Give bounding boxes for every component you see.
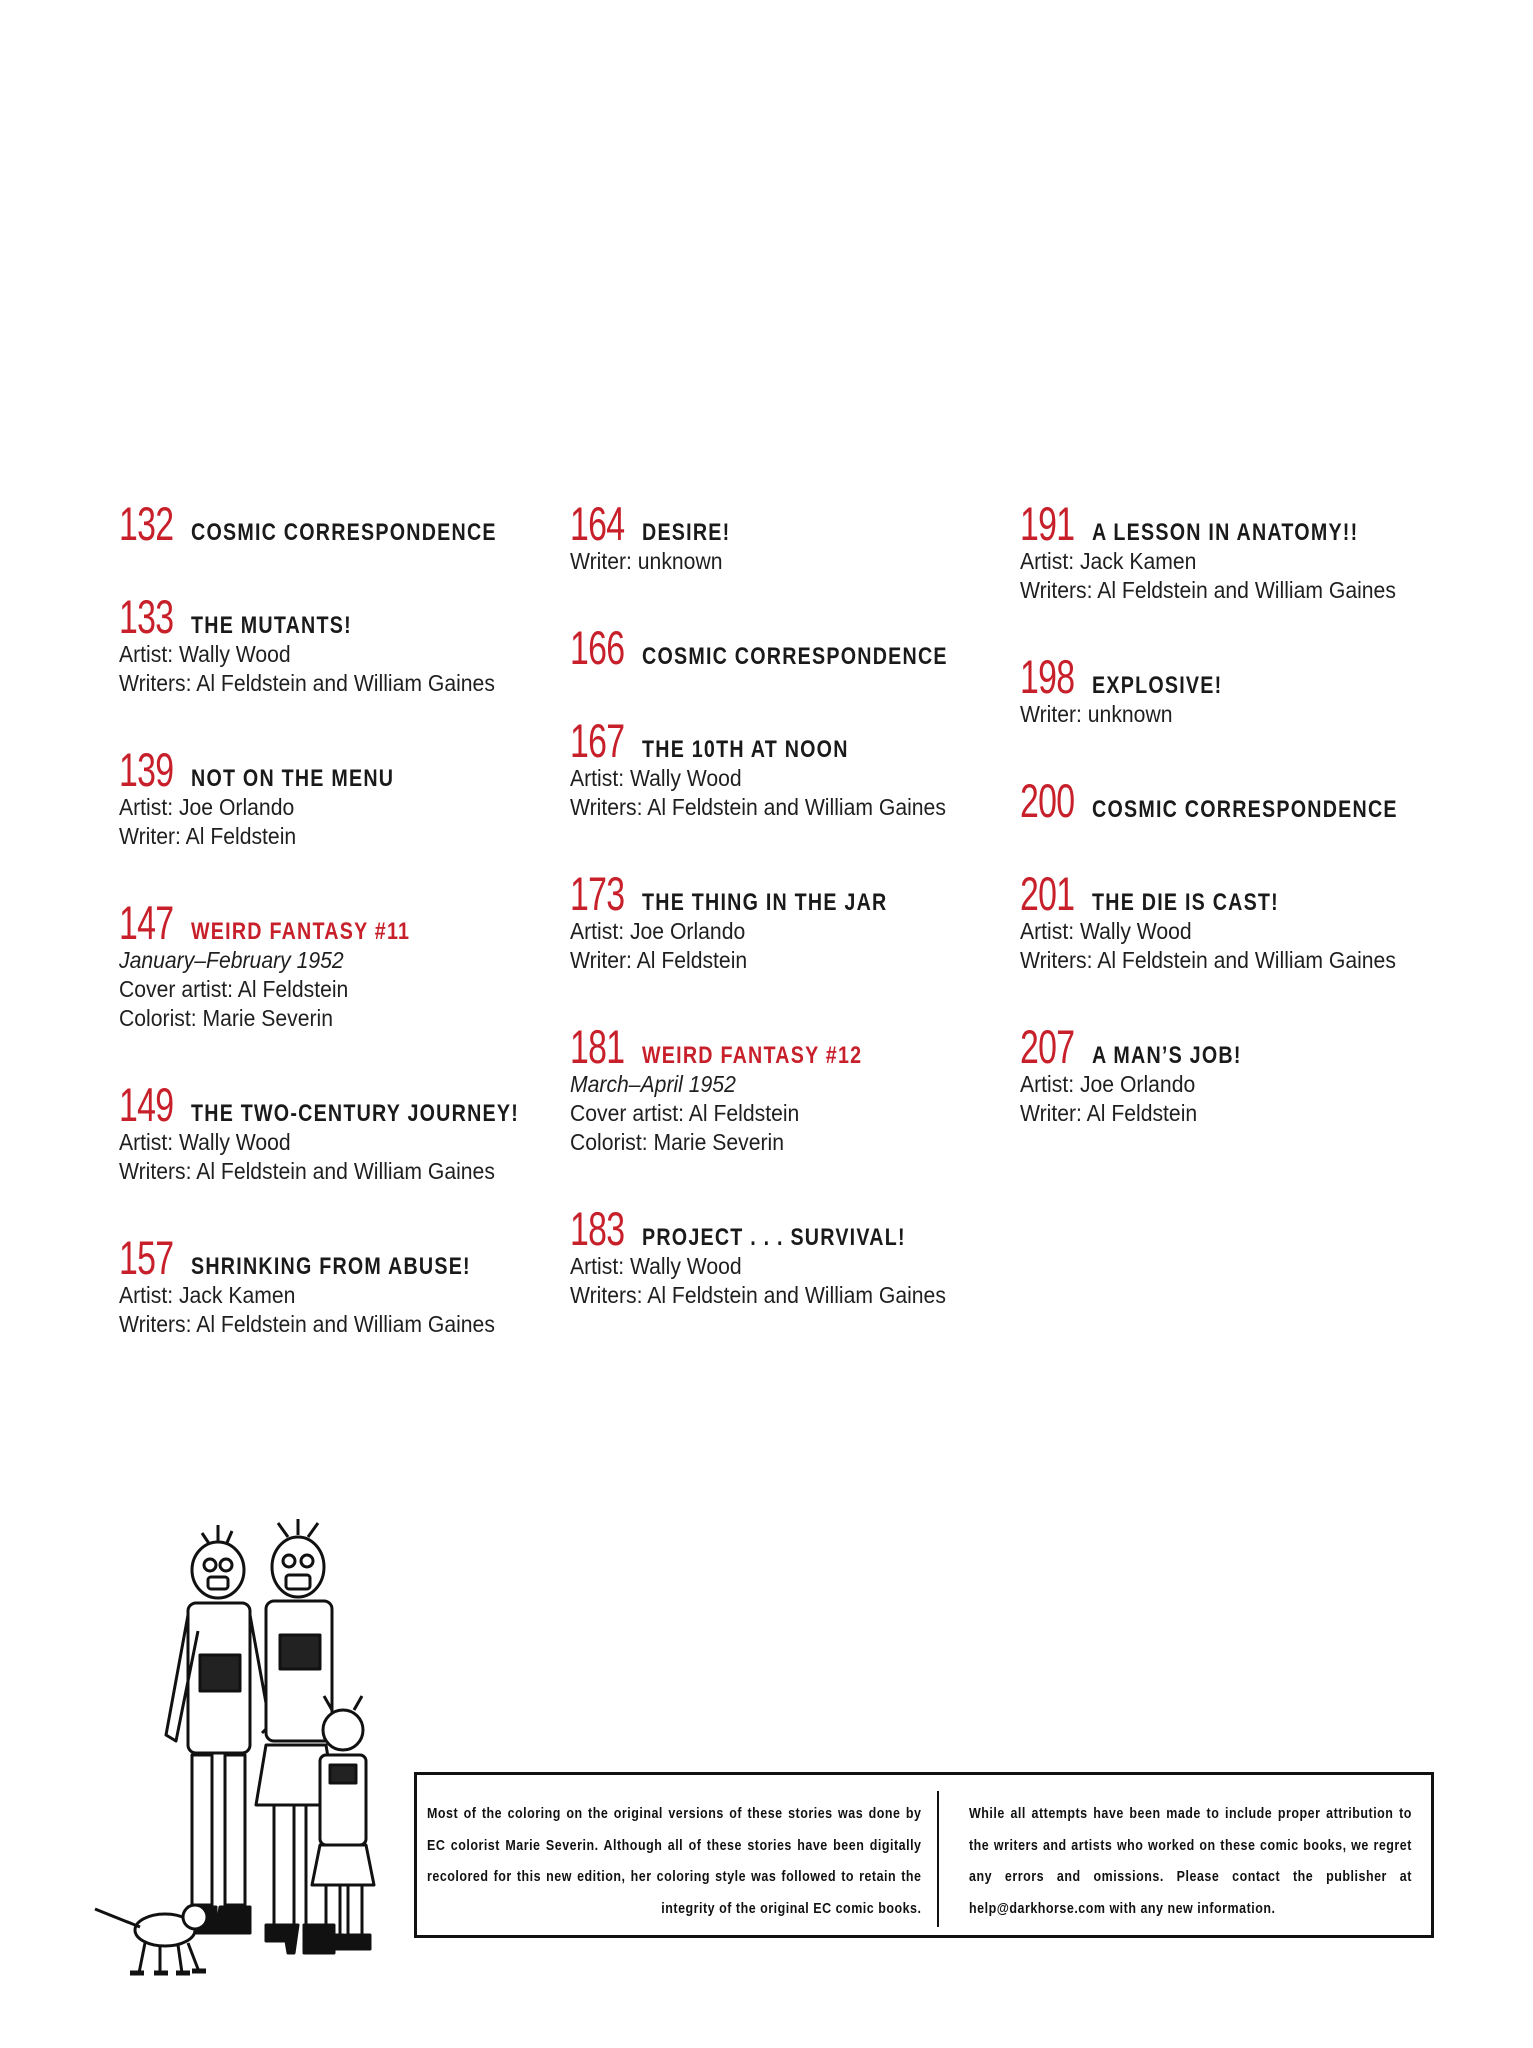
- story-title: THE DIE IS CAST!: [1092, 889, 1279, 916]
- story-title: SHRINKING FROM ABUSE!: [191, 1253, 471, 1280]
- credit-line: Artist: Jack Kamen: [1020, 548, 1197, 574]
- story-title: COSMIC CORRESPONDENCE: [1092, 796, 1398, 823]
- page-number: 181: [570, 1020, 625, 1073]
- credit-line: Colorist: Marie Severin: [119, 1005, 334, 1031]
- credit-line: Writer: Al Feldstein: [119, 823, 297, 849]
- contact-email-link[interactable]: help@darkhorse.com: [969, 1900, 1106, 1917]
- toc-entry-heading: [1020, 1020, 1460, 1073]
- credit-line: Writers: Al Feldstein and William Gaines: [570, 794, 946, 820]
- story-title: THE THING IN THE JAR: [642, 889, 888, 916]
- toc-entry: [570, 621, 1010, 674]
- page-number: 132: [119, 497, 174, 550]
- toc-entry: [570, 497, 1010, 576]
- page-number: 191: [1020, 497, 1075, 550]
- credit-line: Writer: Al Feldstein: [570, 947, 748, 973]
- toc-column-1: [119, 497, 559, 1387]
- credit-line: Writer: Al Feldstein: [1020, 1100, 1198, 1126]
- attribution-text: While all attempts have been made to include proper attribution to the writers and artists who worked on these comic books, we regret any errors and omissions. Please contact the publisher at: [969, 1806, 1412, 1885]
- toc-entry: [119, 1231, 559, 1339]
- credit-line: Writers: Al Feldstein and William Gaines: [1020, 947, 1396, 973]
- credit-line: Artist: Jack Kamen: [119, 1282, 296, 1308]
- toc-column-2: [570, 497, 1010, 1358]
- toc-entry: [570, 1020, 1010, 1157]
- page-number: 200: [1020, 774, 1075, 827]
- toc-entry: [1020, 497, 1460, 605]
- toc-entry-heading: [119, 590, 559, 643]
- toc-entry: [119, 1078, 559, 1186]
- toc-entry-heading: [570, 714, 1010, 767]
- story-title: THE MUTANTS!: [191, 612, 352, 639]
- robot-family-illustration: [70, 1515, 450, 2000]
- notice-divider: [937, 1791, 939, 1927]
- coloring-note: Most of the coloring on the original versions of these stories was done by EC colorist Marie Severin. Although all of these stories have been digitally recolored for this new edition, her coloring style was followed to retain the integrity of the original EC comic books.: [427, 1806, 922, 1917]
- credit-line: Writers: Al Feldstein and William Gaines: [119, 1158, 495, 1184]
- credit-line: Writers: Al Feldstein and William Gaines: [119, 1311, 495, 1337]
- page-number: 149: [119, 1078, 174, 1131]
- toc-entry-heading: [570, 1020, 1010, 1073]
- story-title: A MAN’S JOB!: [1092, 1042, 1242, 1069]
- credit-line: Writers: Al Feldstein and William Gaines: [1020, 577, 1396, 603]
- story-title: COSMIC CORRESPONDENCE: [191, 519, 497, 546]
- toc-entry: [570, 1202, 1010, 1310]
- credit-line: Cover artist: Al Feldstein: [570, 1100, 800, 1126]
- page-number: 133: [119, 590, 174, 643]
- attribution-text-end: with any new information.: [1105, 1900, 1276, 1917]
- toc-entry-heading: [570, 497, 1010, 550]
- toc-entry-heading: [1020, 867, 1460, 920]
- toc-entry: [1020, 774, 1460, 827]
- page-number: 198: [1020, 650, 1075, 703]
- toc-entry-heading: [119, 896, 559, 949]
- page-number: 164: [570, 497, 625, 550]
- story-title: A LESSON IN ANATOMY!!: [1092, 519, 1359, 546]
- page-number: 201: [1020, 867, 1075, 920]
- toc-entry-heading: [119, 743, 559, 796]
- story-title: THE 10TH AT NOON: [642, 736, 849, 763]
- toc-entry-heading: [1020, 774, 1460, 827]
- toc-entry: [1020, 1020, 1460, 1128]
- credit-line: Cover artist: Al Feldstein: [119, 976, 349, 1002]
- page-number: 173: [570, 867, 625, 920]
- story-title: DESIRE!: [642, 519, 731, 546]
- toc-entry: [570, 867, 1010, 975]
- page-number: 207: [1020, 1020, 1075, 1073]
- toc-entry-heading: [1020, 650, 1460, 703]
- toc-entry: [1020, 650, 1460, 729]
- page-number: 157: [119, 1231, 174, 1284]
- credit-line: Colorist: Marie Severin: [570, 1129, 785, 1155]
- credit-line: Artist: Joe Orlando: [1020, 1071, 1196, 1097]
- story-title: NOT ON THE MENU: [191, 765, 395, 792]
- page-number: 147: [119, 896, 174, 949]
- issue-date: January–February 1952: [119, 947, 344, 973]
- page-number: 166: [570, 621, 625, 674]
- credit-line: Artist: Wally Wood: [1020, 918, 1192, 944]
- toc-entry-heading: [119, 1231, 559, 1284]
- story-title: EXPLOSIVE!: [1092, 672, 1223, 699]
- credit-line: Writers: Al Feldstein and William Gaines: [570, 1282, 946, 1308]
- toc-entry: [119, 743, 559, 851]
- toc-entry-heading: [570, 621, 1010, 674]
- toc-entry-heading: [570, 867, 1010, 920]
- story-title: COSMIC CORRESPONDENCE: [642, 643, 948, 670]
- credit-line: Artist: Joe Orlando: [570, 918, 746, 944]
- credit-line: Writers: Al Feldstein and William Gaines: [119, 670, 495, 696]
- toc-entry-heading: [119, 1078, 559, 1131]
- issue-date: March–April 1952: [570, 1071, 736, 1097]
- credit-line: Writer: unknown: [1020, 701, 1173, 727]
- issue-title: WEIRD FANTASY #11: [191, 918, 411, 945]
- toc-column-3: [1020, 497, 1460, 1176]
- toc-entry: [570, 714, 1010, 822]
- toc-entry: [119, 497, 559, 550]
- page-number: 139: [119, 743, 174, 796]
- issue-title: WEIRD FANTASY #12: [642, 1042, 863, 1069]
- credit-line: Artist: Wally Wood: [119, 1129, 291, 1155]
- toc-entry-heading: [1020, 497, 1460, 550]
- robot-left-figure: [166, 1525, 270, 1933]
- credit-line: Artist: Wally Wood: [570, 765, 742, 791]
- toc-entry: [1020, 867, 1460, 975]
- toc-entry: [119, 590, 559, 698]
- toc-entry-heading: [570, 1202, 1010, 1255]
- toc-entry-heading: [119, 497, 559, 550]
- toc-entry: [119, 896, 559, 1033]
- attribution-note: [969, 1799, 1412, 1925]
- notice-box: [414, 1772, 1434, 1938]
- story-title: PROJECT . . . SURVIVAL!: [642, 1224, 906, 1251]
- credit-line: Artist: Wally Wood: [570, 1253, 742, 1279]
- page-number: 167: [570, 714, 625, 767]
- credit-line: Artist: Wally Wood: [119, 641, 291, 667]
- robot-dog-figure: [95, 1905, 207, 1973]
- story-title: THE TWO-CENTURY JOURNEY!: [191, 1100, 520, 1127]
- credit-line: Writer: unknown: [570, 548, 723, 574]
- credit-line: Artist: Joe Orlando: [119, 794, 295, 820]
- page-number: 183: [570, 1202, 625, 1255]
